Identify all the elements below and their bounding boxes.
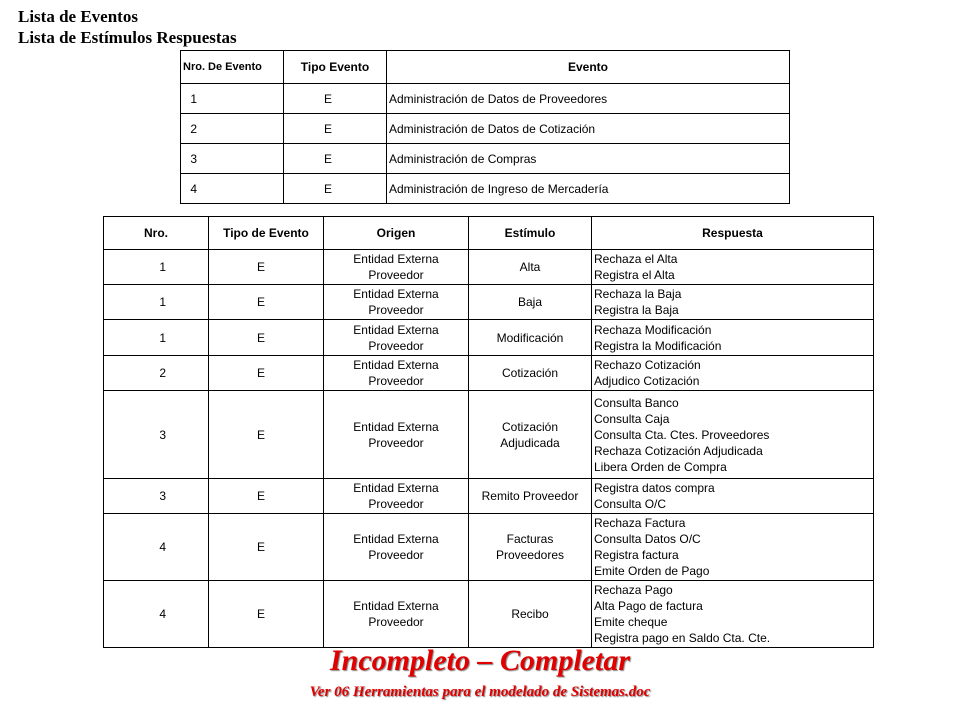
cell-tipo: E [209, 479, 324, 514]
cell-estimulo: Remito Proveedor [469, 479, 592, 514]
respuesta-line: Registra la Modificación [594, 338, 722, 353]
respuesta-line: Registra factura [594, 548, 679, 562]
cell-estimulo: Alta [469, 250, 592, 285]
cell-evento: Administración de Datos de Cotización [387, 114, 790, 144]
respuesta-line: Consulta Cta. Ctes. Proveedores [594, 427, 770, 442]
cell-nro: 3 [104, 391, 209, 479]
table-row [104, 285, 874, 320]
cell-estimulo: Modificación [469, 320, 592, 356]
cell-origen: Entidad Externa Proveedor [324, 479, 469, 514]
cell-nro: 4 [104, 514, 209, 581]
stimulus-response-table [103, 216, 874, 648]
respuesta-line: Rechaza Modificación [594, 322, 712, 337]
respuesta-line: Rechaza el Alta [594, 252, 678, 266]
stimulus-header-row [104, 217, 874, 250]
footer-incomplete-note: Incompleto – Completar [330, 644, 630, 677]
cell-nro: 1 [104, 285, 209, 320]
cell-respuesta [592, 285, 874, 320]
cell-respuesta [592, 250, 874, 285]
table-row [181, 84, 790, 114]
footer-document-reference: Ver 06 Herramientas para el modelado de Sistemas.doc [309, 684, 651, 700]
table-row [104, 514, 874, 581]
respuesta-line: Registra la Baja [594, 303, 679, 317]
cell-origen: Entidad Externa Proveedor [324, 391, 469, 479]
table-row [181, 174, 790, 204]
respuesta-line: Registra el Alta [594, 268, 675, 282]
cell-origen: Entidad Externa Proveedor [324, 250, 469, 285]
cell-tipo: E [209, 320, 324, 356]
cell-estimulo: Cotización Adjudicada [469, 391, 592, 479]
cell-nro: 4 [181, 174, 284, 204]
events-table [180, 50, 790, 204]
cell-nro: 3 [181, 144, 284, 174]
cell-estimulo: Cotización [469, 356, 592, 391]
cell-tipo: E [209, 356, 324, 391]
cell-tipo: E [209, 581, 324, 648]
respuesta-line: Rechazo Cotización [594, 358, 701, 372]
respuesta-line: Consulta Datos O/C [594, 532, 701, 546]
cell-evento: Administración de Compras [387, 144, 790, 174]
cell-tipo: E [209, 514, 324, 581]
stimulus-body [104, 250, 874, 648]
cell-nro: 1 [104, 250, 209, 285]
title-stimulus-list: Lista de Estímulos Respuestas [18, 28, 237, 47]
cell-respuesta [592, 514, 874, 581]
cell-nro: 4 [104, 581, 209, 648]
events-body [181, 84, 790, 204]
cell-tipo: E [209, 285, 324, 320]
cell-respuesta [592, 479, 874, 514]
cell-tipo: E [284, 114, 387, 144]
cell-nro: 3 [104, 479, 209, 514]
cell-nro: 2 [181, 114, 284, 144]
cell-nro: 1 [181, 84, 284, 114]
cell-origen: Entidad Externa Proveedor [324, 514, 469, 581]
cell-tipo: E [209, 391, 324, 479]
respuesta-line: Libera Orden de Compra [594, 459, 727, 474]
table-row [104, 356, 874, 391]
cell-estimulo: Facturas Proveedores [469, 514, 592, 581]
table-row [104, 250, 874, 285]
cell-evento: Administración de Datos de Proveedores [387, 84, 790, 114]
header-nro-evento: Nro. De Evento [181, 51, 284, 84]
header-tipo-de-evento: Tipo de Evento [209, 217, 324, 250]
events-header-row [181, 51, 790, 84]
cell-estimulo: Baja [469, 285, 592, 320]
table-row [181, 114, 790, 144]
respuesta-line: Alta Pago de factura [594, 599, 703, 613]
respuesta-line: Registra pago en Saldo Cta. Cte. [594, 631, 771, 645]
header-nro: Nro. [104, 217, 209, 250]
cell-tipo: E [284, 144, 387, 174]
cell-respuesta [592, 320, 874, 356]
header-estimulo: Estímulo [469, 217, 592, 250]
table-row [104, 581, 874, 648]
respuesta-line: Rechaza Pago [594, 583, 673, 597]
header-tipo-evento: Tipo Evento [284, 51, 387, 84]
cell-respuesta [592, 391, 874, 479]
respuesta-line: Registra datos compra [594, 481, 715, 495]
cell-nro: 1 [104, 320, 209, 356]
cell-origen: Entidad Externa Proveedor [324, 356, 469, 391]
table-row [181, 144, 790, 174]
respuesta-line: Consulta Banco [594, 395, 679, 410]
cell-origen: Entidad Externa Proveedor [324, 285, 469, 320]
respuesta-line: Emite Orden de Pago [594, 564, 710, 578]
table-row [104, 391, 874, 479]
cell-estimulo: Recibo [469, 581, 592, 648]
respuesta-line: Rechaza la Baja [594, 287, 682, 301]
cell-respuesta [592, 356, 874, 391]
header-origen: Origen [324, 217, 469, 250]
cell-origen: Entidad Externa Proveedor [324, 581, 469, 648]
respuesta-line: Adjudico Cotización [594, 374, 700, 388]
cell-tipo: E [284, 84, 387, 114]
respuesta-line: Consulta O/C [594, 497, 667, 511]
cell-respuesta [592, 581, 874, 648]
cell-nro: 2 [104, 356, 209, 391]
respuesta-line: Emite cheque [594, 615, 668, 629]
title-events-list: Lista de Eventos [18, 7, 138, 26]
cell-tipo: E [284, 174, 387, 204]
cell-origen: Entidad Externa Proveedor [324, 320, 469, 356]
cell-evento: Administración de Ingreso de Mercadería [387, 174, 790, 204]
header-evento: Evento [387, 51, 790, 84]
table-row [104, 479, 874, 514]
respuesta-line: Rechaza Cotización Adjudicada [594, 443, 763, 458]
respuesta-line: Rechaza Factura [594, 516, 686, 530]
page-titles [18, 6, 237, 48]
header-respuesta: Respuesta [592, 217, 874, 250]
table-row [104, 320, 874, 356]
cell-tipo: E [209, 250, 324, 285]
respuesta-line: Consulta Caja [594, 411, 670, 426]
